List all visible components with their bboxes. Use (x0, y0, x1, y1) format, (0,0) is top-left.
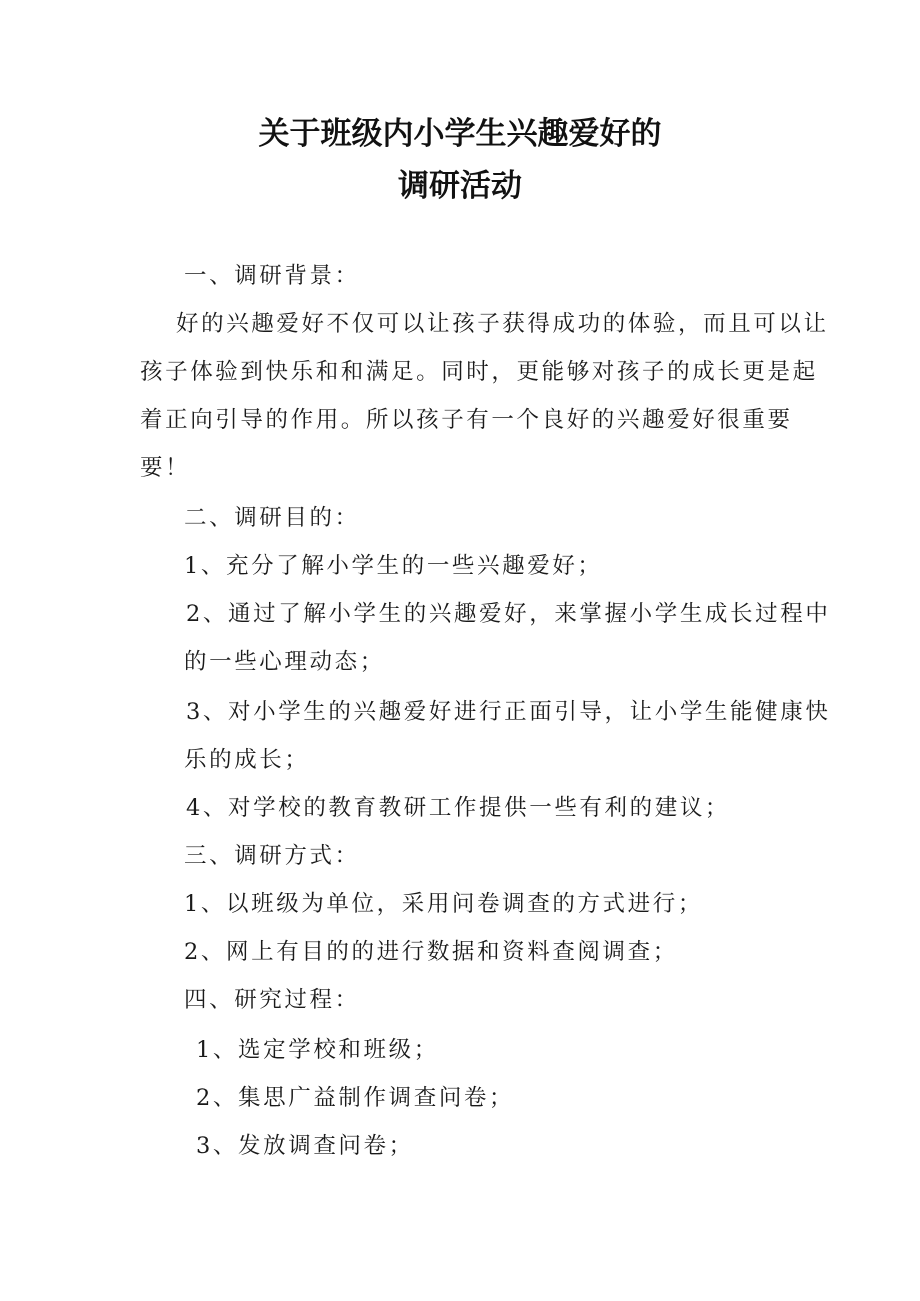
paragraph-line: 着正向引导的作用。所以孩子有一个良好的兴趣爱好很重要 (140, 407, 793, 433)
list-item: 1、以班级为单位，采用问卷调查的方式进行； (184, 891, 703, 917)
list-item: 1、选定学校和班级； (196, 1037, 439, 1063)
list-item: 2、网上有目的的进行数据和资料查阅调查； (184, 939, 678, 965)
paragraph-line: 孩子体验到快乐和和满足。同时，更能够对孩子的成长更是起 (140, 359, 818, 385)
list-item: 2、集思广益制作调查问卷； (196, 1085, 515, 1111)
section-heading-purpose: 二、调研目的： (184, 505, 360, 531)
list-item-continuation: 的一些心理动态； (184, 649, 385, 675)
section-heading-process: 四、研究过程： (184, 987, 360, 1013)
section-heading-background: 一、调研背景： (184, 263, 360, 289)
document-title-line-1: 关于班级内小学生兴趣爱好的 (258, 116, 662, 152)
list-item: 3、发放调查问卷； (196, 1133, 414, 1159)
section-heading-method: 三、调研方式： (184, 843, 360, 869)
list-item: 3、对小学生的兴趣爱好进行正面引导，让小学生能健康快 (186, 699, 831, 725)
paragraph-line: 好的兴趣爱好不仅可以让孩子获得成功的体验，而且可以让 (176, 311, 829, 337)
list-item-continuation: 乐的成长； (184, 747, 310, 773)
list-item: 4、对学校的教育教研工作提供一些有利的建议； (186, 795, 731, 821)
paragraph-line: 要！ (140, 455, 191, 481)
document-title-line-2: 调研活动 (398, 168, 522, 204)
list-item: 2、通过了解小学生的兴趣爱好，来掌握小学生成长过程中 (186, 601, 831, 627)
list-item: 1、充分了解小学生的一些兴趣爱好； (184, 553, 603, 579)
